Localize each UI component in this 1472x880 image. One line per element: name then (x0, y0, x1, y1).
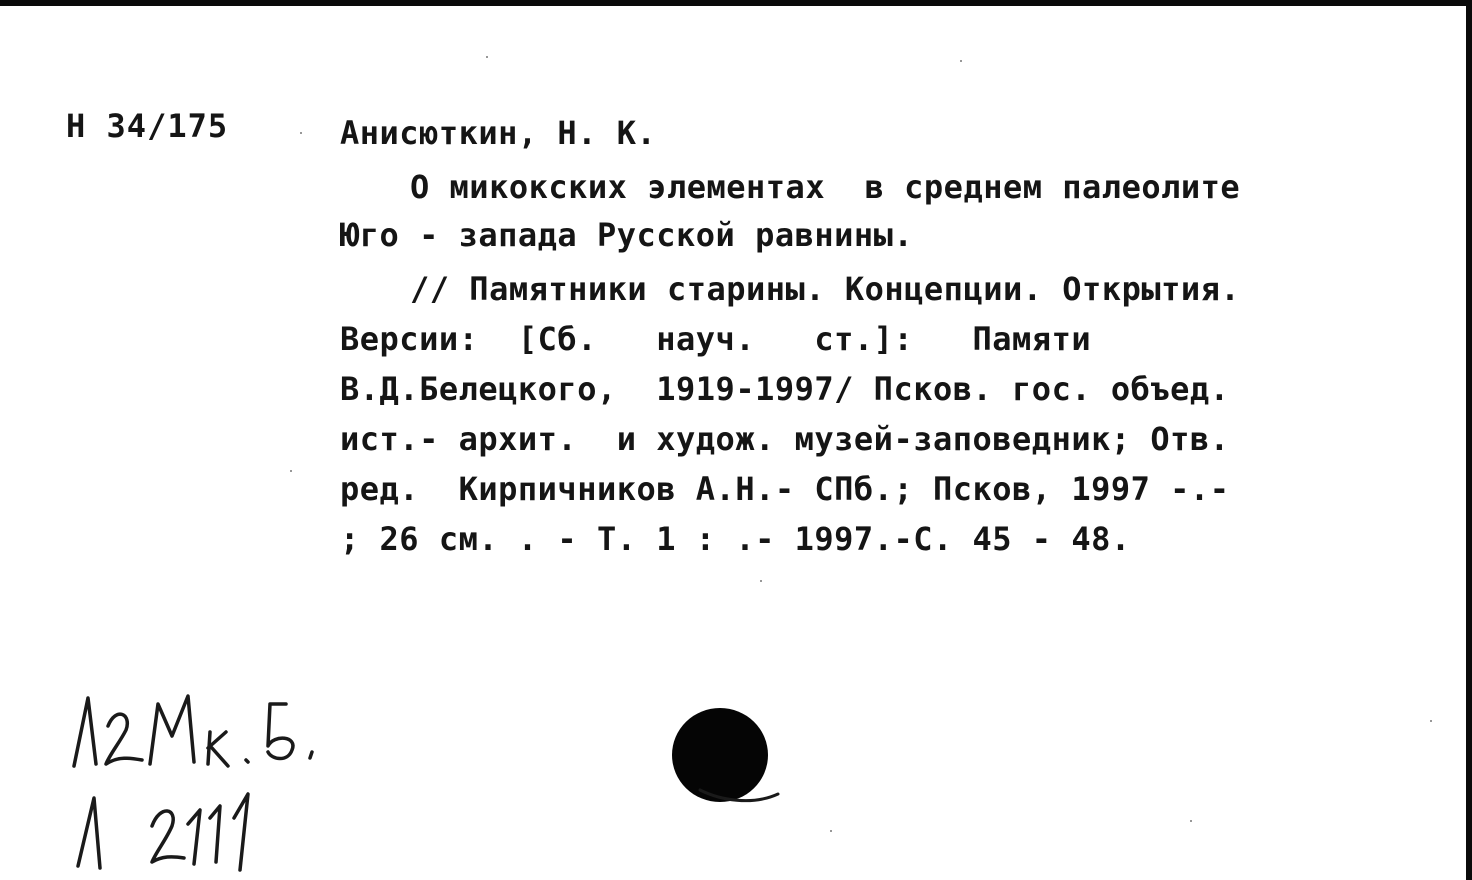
noise-speck (830, 830, 832, 832)
noise-speck (760, 580, 762, 582)
noise-speck (960, 60, 962, 62)
noise-speck (1190, 820, 1192, 822)
title-line-2: Юго - запада Русской равнины. (340, 216, 914, 254)
source-line-2: Версии: [Сб. науч. ст.]: Памяти (340, 320, 1092, 358)
source-line-4: ист.- архит. и худож. музей-заповедник; Отв. (340, 420, 1230, 458)
noise-speck (1430, 720, 1432, 722)
card-right-edge (1466, 0, 1472, 880)
noise-speck (290, 470, 292, 472)
call-number: Н 34/175 (66, 107, 229, 145)
source-line-1: // Памятники старины. Концепции. Открытия. (410, 270, 1241, 308)
card-top-edge (0, 0, 1472, 6)
author: Анисюткин, Н. К. (340, 114, 657, 152)
noise-speck (486, 56, 488, 58)
handwritten-shelf-mark (60, 676, 460, 876)
source-line-6: ; 26 см. . - Т. 1 : .- 1997.-С. 45 - 48. (340, 520, 1131, 558)
hole-edge-mark (700, 760, 800, 820)
title-line-1: О микокских элементах в среднем палеолите (410, 168, 1241, 206)
source-line-3: В.Д.Белецкого, 1919-1997/ Псков. гос. объед. (340, 370, 1230, 408)
source-line-5: ред. Кирпичников А.Н.- СПб.; Псков, 1997 -.- (340, 470, 1230, 508)
noise-speck (300, 132, 302, 134)
